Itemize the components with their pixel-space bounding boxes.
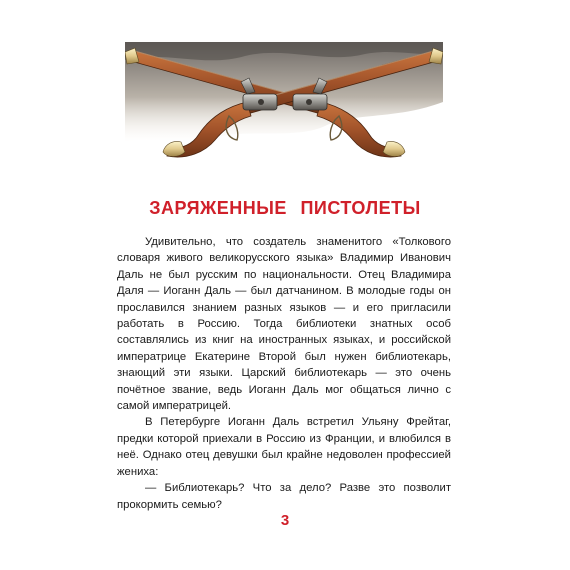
page-number: 3 <box>280 512 290 529</box>
crossed-pistols-illustration <box>125 42 443 158</box>
chapter-title: ЗАРЯЖЕННЫЕ ПИСТОЛЕТЫ <box>149 198 421 218</box>
body-text <box>117 234 451 513</box>
dialog-line: — Библиотекарь? Что за дело? Разве это позволит прокормить семью? <box>117 482 451 511</box>
paragraph: В Петербурге Иоганн Даль встретил Ульяну Фрейтаг, предки которой приехали в Россию из Франции, и влюбился в неё. Однако отец девушки был крайне недоволен профессией жениха: <box>117 416 451 478</box>
paragraph: Удивительно, что создатель знаменитого «Толкового словаря живого великорусского языка» Владимир Иванович Даль не был русским по национальности. Отец Владимира Даля — Иоганн Даль — был датчанином. В молодые годы он прославился знанием разных языков — и его пригласили работать в Россию. Тогда библиотеки знатных особ составлялись из книг на иностранных языках, и российской императрице Екатерине Второй был нужен библиотекарь, знающий эти языки. Царский библиотекарь — это очень почётное звание, ведь Иоганн Даль мог общаться лично с самой императрицей. <box>117 236 451 413</box>
